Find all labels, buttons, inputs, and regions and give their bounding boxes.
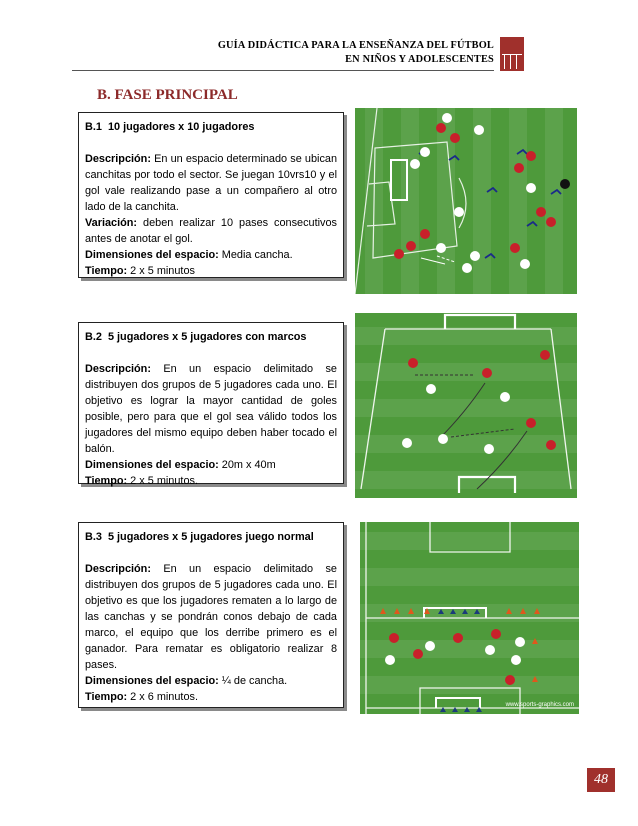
card-title-text: 10 jugadores x 10 jugadores: [107, 121, 255, 133]
time-text: 2 x 6 minutos.: [127, 691, 198, 703]
dim-text: 20m x 40m: [218, 459, 276, 471]
card-title: [85, 119, 337, 135]
header-logo-mark: [500, 37, 524, 71]
desc-label: Descripción:: [85, 363, 151, 375]
desc-text: En un espacio delimitado se distribuyen dos grupos de 5 jugadores cada uno. El objetivo es lograr la mayor cantidad de goles posible, pero para que el gol sea válido todos los jugadores del mismo equipo deben haber tocado el balón.: [85, 363, 337, 455]
card-title-text: 5 jugadores x 5 jugadores juego normal: [107, 531, 314, 543]
card-dimensions: [85, 247, 337, 263]
field-drawing: [355, 108, 577, 294]
card-description: [85, 561, 337, 673]
card-time: [85, 263, 337, 279]
exercise-card-b3: [78, 522, 344, 708]
card-dimensions: [85, 457, 337, 473]
card-variation: [85, 215, 337, 247]
time-label: Tiempo:: [85, 265, 128, 277]
card-description: [85, 361, 337, 457]
time-label: Tiempo:: [85, 691, 128, 703]
dim-label: Dimensiones del espacio:: [85, 459, 219, 471]
exercise-card-b2: [78, 322, 344, 487]
header-rule: [72, 70, 494, 71]
diagram-field-b1: [355, 108, 577, 294]
card-title: [85, 329, 337, 345]
var-text: deben realizar 10 pases consecutivos antes de anotar el gol.: [85, 217, 337, 245]
dim-text: Media cancha.: [218, 249, 293, 261]
page-number: 48: [587, 768, 615, 792]
diagram-field-b3: [360, 522, 579, 714]
var-label: Variación:: [85, 217, 138, 229]
card-number: B.3: [85, 531, 102, 543]
desc-label: Descripción:: [85, 563, 151, 575]
card-dimensions: [85, 673, 337, 689]
field-drawing: [355, 313, 577, 498]
header-title: [218, 39, 494, 67]
card-number: B.1: [85, 121, 102, 133]
desc-text: En un espacio determinado se ubican canchitas por todo el sector. Se juegan 10vrs10 y el gol vale realizando pase a un compañero al otro lado de la canchita.: [85, 153, 337, 213]
watermark: www.sports-graphics.com: [505, 702, 574, 708]
card-time: [85, 473, 337, 489]
dim-text: ¼ de cancha.: [218, 675, 288, 687]
card-number: B.2: [85, 331, 102, 343]
desc-text: En un espacio delimitado se distribuyen dos grupos de 5 jugadores cada uno. El objetivo es que los jugadores rematen a lo largo de las canchas y se pondrán conos debajo de cada marco, el equipo que los derribe primero es el ganador. Para rematar es obligatorio realizar 8 pases.: [85, 563, 337, 671]
page-header: [72, 37, 524, 71]
exercise-card-b1: [78, 112, 344, 278]
card-description: [85, 151, 337, 215]
section-title: B. FASE PRINCIPAL: [97, 87, 238, 103]
time-text: 2 x 5 minutos.: [127, 475, 198, 487]
dim-label: Dimensiones del espacio:: [85, 675, 219, 687]
card-time: [85, 689, 337, 705]
desc-label: Descripción:: [85, 153, 151, 165]
dim-label: Dimensiones del espacio:: [85, 249, 219, 261]
time-text: 2 x 5 minutos: [127, 265, 195, 277]
time-label: Tiempo:: [85, 475, 128, 487]
header-line-1: GUÍA DIDÁCTICA PARA LA ENSEÑANZA DEL FÚTBOL: [217, 40, 494, 51]
field-drawing: [360, 522, 579, 714]
diagram-field-b2: [355, 313, 577, 498]
header-line-2: EN NIÑOS Y ADOLESCENTES: [345, 54, 494, 65]
card-title: [85, 529, 337, 545]
card-title-text: 5 jugadores x 5 jugadores con marcos: [107, 331, 307, 343]
